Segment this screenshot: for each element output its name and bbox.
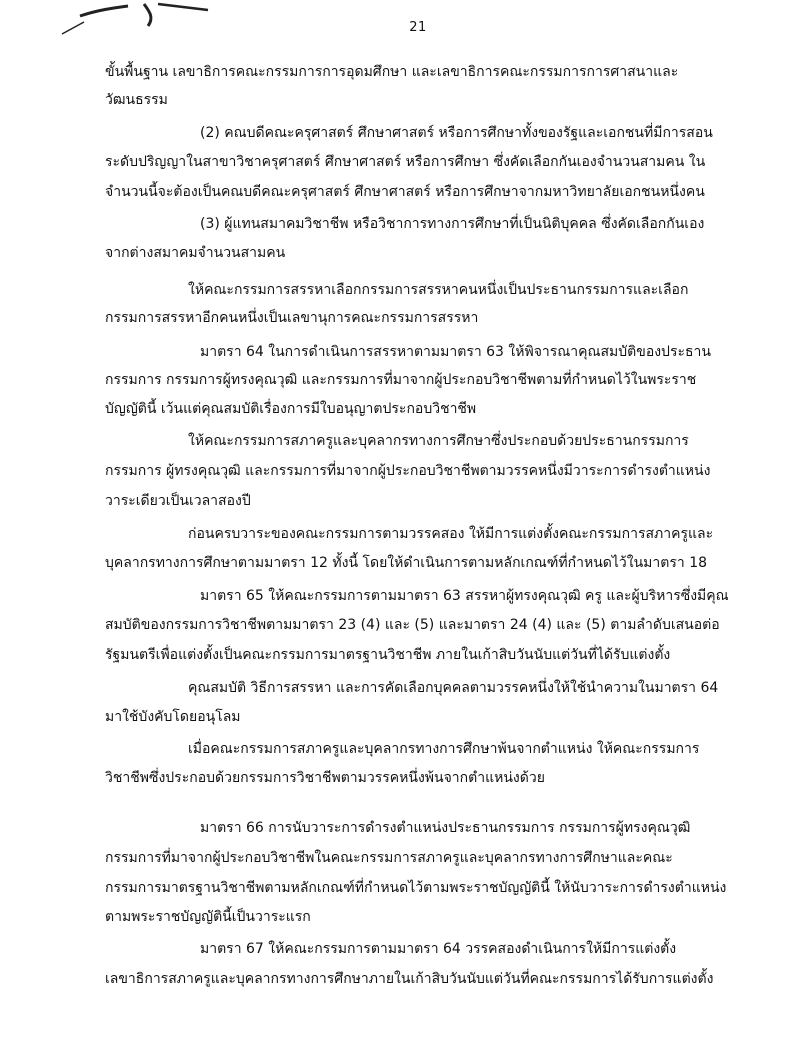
text-line: จากต่างสมาคมจำนวนสามคน bbox=[105, 245, 286, 261]
text-line: สมบัติของกรรมการวิชาชีพตามมาตรา 23 (4) และ (5) และมาตรา 24 (4) และ (5) ตามลำดับเสนอต่อ bbox=[105, 617, 720, 633]
text-line: (3) ผู้แทนสมาคมวิชาชีพ หรือวิชาการทางการศึกษาที่เป็นนิติบุคคล ซึ่งคัดเลือกกันเอง bbox=[200, 216, 705, 232]
text-line: ให้คณะกรรมการสรรหาเลือกกรรมการสรรหาคนหนึ่งเป็นประธานกรรมการและเลือก bbox=[188, 282, 689, 298]
text-line: ก่อนครบวาระของคณะกรรมการตามวรรคสอง ให้มีการแต่งตั้งคณะกรรมการสภาครูและ bbox=[188, 526, 714, 542]
text-line: มาตรา 64 ในการดำเนินการสรรหาตามมาตรา 63 ให้พิจารณาคุณสมบัติของประธาน bbox=[200, 344, 711, 360]
text-line: กรรมการสรรหาอีกคนหนึ่งเป็นเลขานุการคณะกรรมการสรรหา bbox=[105, 310, 479, 326]
text-line: เมื่อคณะกรรมการสภาครูและบุคลากรทางการศึกษาพ้นจากตำแหน่ง ให้คณะกรรมการ bbox=[188, 741, 700, 757]
text-line: กรรมการที่มาจากผู้ประกอบวิชาชีพในคณะกรรมการสภาครูและบุคลากรทางการศึกษาและคณะ bbox=[105, 850, 673, 866]
text-line: จำนวนนี้จะต้องเป็นคณบดีคณะครุศาสตร์ ศึกษาศาสตร์ หรือการศึกษาจากมหาวิทยาลัยเอกชนหนึ่งคน bbox=[105, 184, 705, 200]
text-line: วิชาชีพซึ่งประกอบด้วยกรรมการวิชาชีพตามวรรคหนึ่งพ้นจากตำแหน่งด้วย bbox=[105, 770, 545, 786]
text-line: มาตรา 67 ให้คณะกรรมการตามมาตรา 64 วรรคสองดำเนินการให้มีการแต่งตั้ง bbox=[200, 941, 677, 957]
text-line: (2) คณบดีคณะครุศาสตร์ ศึกษาศาสตร์ หรือการศึกษาทั้งของรัฐและเอกชนที่มีการสอน bbox=[200, 125, 713, 141]
text-line: วัฒนธรรม bbox=[105, 92, 168, 108]
text-line: ให้คณะกรรมการสภาครูและบุคลากรทางการศึกษาซึ่งประกอบด้วยประธานกรรมการ bbox=[188, 433, 689, 449]
text-line: กรรมการ ผู้ทรงคุณวุฒิ และกรรมการที่มาจากผู้ประกอบวิชาชีพตามวรรคหนึ่งมีวาระการดำรงตำแหน่ง bbox=[105, 463, 711, 479]
page-number: 21 bbox=[409, 20, 427, 35]
text-line: บุคลากรทางการศึกษาตามมาตรา 12 ทั้งนี้ โดยให้ดำเนินการตามหลักเกณฑ์ที่กำหนดไว้ในมาตรา 18 bbox=[105, 555, 708, 571]
text-line: กรรมการ กรรมการผู้ทรงคุณวุฒิ และกรรมการที่มาจากผู้ประกอบวิชาชีพตามที่กำหนดไว้ในพระราช bbox=[105, 372, 697, 388]
text-line: บัญญัตินี้ เว้นแต่คุณสมบัติเรื่องการมีใบอนุญาตประกอบวิชาชีพ bbox=[105, 401, 477, 417]
text-line: ตามพระราชบัญญัตินี้เป็นวาระแรก bbox=[105, 909, 311, 925]
text-line: วาระเดียวเป็นเวลาสองปี bbox=[105, 493, 251, 509]
text-line: เลขาธิการสภาครูและบุคลากรทางการศึกษาภายในเก้าสิบวันนับแต่วันที่คณะกรรมการได้รับการแต่งตั้ง bbox=[105, 971, 714, 987]
text-line: คุณสมบัติ วิธีการสรรหา และการคัดเลือกบุคคลตามวรรคหนึ่งให้ใช้นำความในมาตรา 64 bbox=[188, 680, 719, 696]
text-line: มาใช้บังคับโดยอนุโลม bbox=[105, 709, 241, 725]
text-line: กรรมการมาตรฐานวิชาชีพตามหลักเกณฑ์ที่กำหนดไว้ตามพระราชบัญญัตินี้ ให้นับวาระการดำรงตำแหน่ง bbox=[105, 880, 727, 896]
text-line: ระดับปริญญาในสาขาวิชาครุศาสตร์ ศึกษาศาสตร์ หรือการศึกษา ซึ่งคัดเลือกกันเองจำนวนสามคน ใน bbox=[105, 154, 706, 170]
text-line: ขั้นพื้นฐาน เลขาธิการคณะกรรมการการอุดมศึกษา และเลขาธิการคณะกรรมการการศาสนาและ bbox=[105, 64, 679, 80]
text-line: รัฐมนตรีเพื่อแต่งตั้งเป็นคณะกรรมการมาตรฐานวิชาชีพ ภายในเก้าสิบวันนับแต่วันที่ได้รับแต่งตั้ง bbox=[105, 647, 671, 663]
text-line: มาตรา 66 การนับวาระการดำรงตำแหน่งประธานกรรมการ กรรมการผู้ทรงคุณวุฒิ bbox=[200, 820, 691, 836]
text-line: มาตรา 65 ให้คณะกรรมการตามมาตรา 63 สรรหาผู้ทรงคุณวุฒิ ครู และผู้บริหารซึ่งมีคุณ bbox=[200, 588, 729, 604]
